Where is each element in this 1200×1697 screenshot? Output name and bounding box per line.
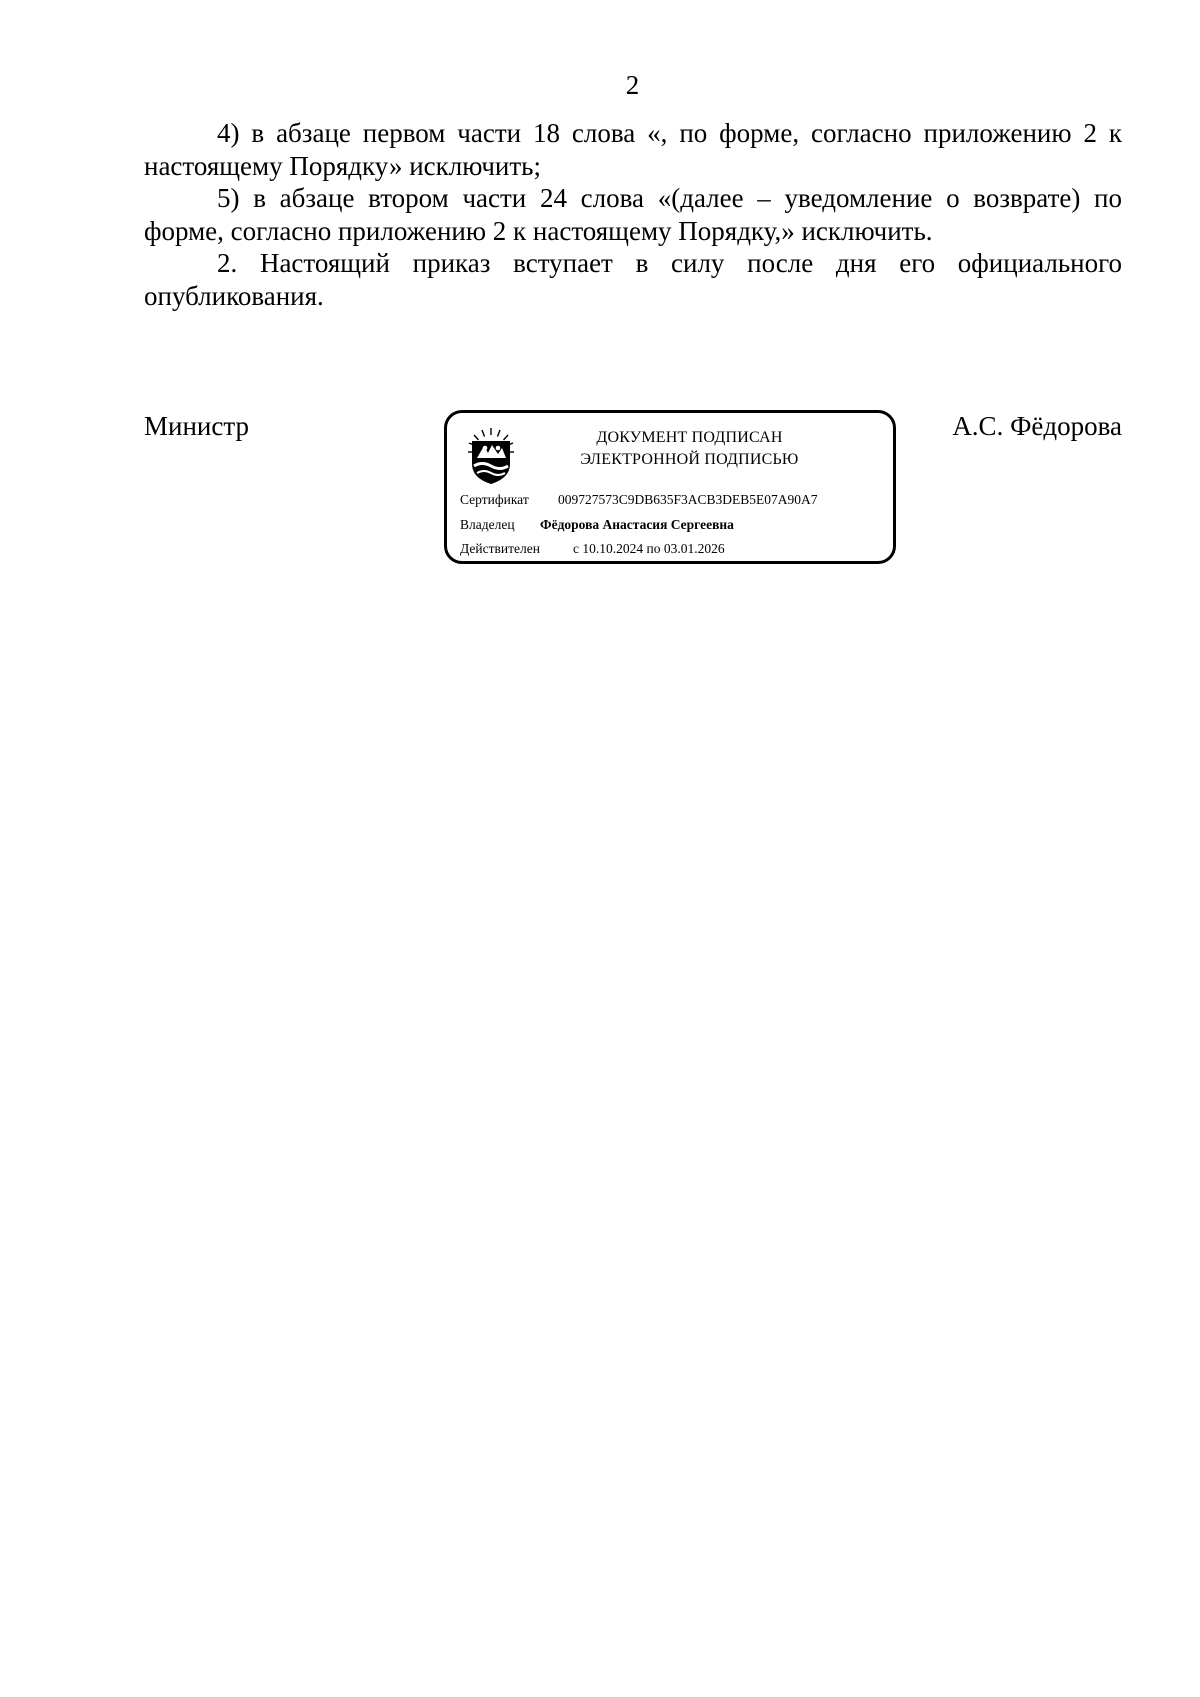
document-body [144,117,1122,312]
paragraph-item-4: 4) в абзаце первом части 18 слова «, по форме, согласно приложению 2 к настоящему Порядку» исключить; [144,118,1122,181]
signature-block [144,410,1122,580]
validity-label: Действителен [460,541,540,556]
validity-value: с 10.10.2024 по 03.01.2026 [573,541,725,556]
paragraph-item-5: 5) в абзаце втором части 24 слова «(далее – уведомление о возврате) по форме, согласно приложению 2 к настоящему Порядку,» исключить. [144,183,1122,246]
signatory-name: А.С. Фёдорова [952,411,1122,441]
stamp-owner-row [460,516,734,534]
paragraph-entry-into-force: 2. Настоящий приказ вступает в силу после дня его официального опубликования. [144,248,1122,311]
certificate-value: 009727573C9DB635F3ACB3DEB5E07A90A7 [558,492,818,507]
electronic-signature-stamp [444,410,896,564]
region-coat-of-arms-icon [465,426,517,486]
certificate-label: Сертификат [460,492,529,507]
owner-label: Владелец [460,517,515,532]
signatory-position: Министр [144,411,249,441]
owner-value: Фёдорова Анастасия Сергеевна [540,517,734,532]
stamp-validity-row [460,540,725,558]
stamp-heading-line2: ЭЛЕКТРОННОЙ ПОДПИСЬЮ [580,451,799,468]
stamp-heading-line1: ДОКУМЕНТ ПОДПИСАН [596,429,783,446]
stamp-certificate-row [460,491,818,509]
stamp-heading [547,427,832,471]
page-number: 2 [625,70,640,100]
